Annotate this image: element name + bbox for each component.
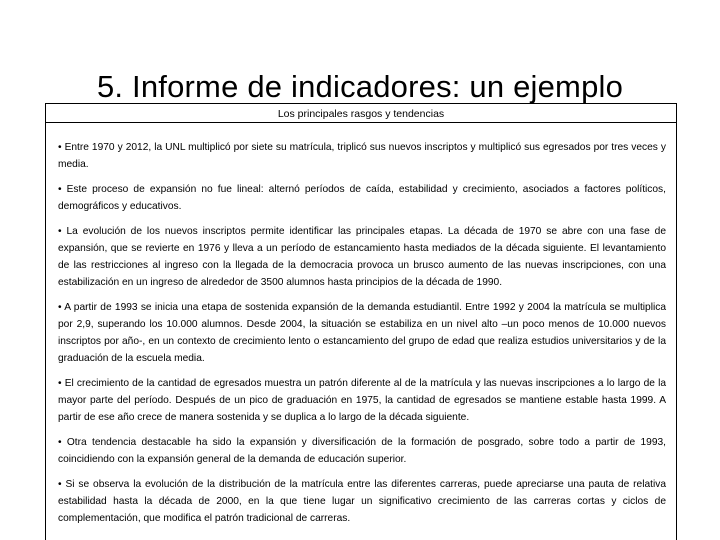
bullet-paragraph: • Si se observa la evolución de la distribución de la matrícula entre las diferentes carreras, puede apreciarse una pauta de relativa estabilidad hasta la década de 2000, en la que tiene lugar un significativo crecimiento de las carreras cortas y ciclos de complementación, que modifica el patrón tradicional de carreras. xyxy=(58,479,666,524)
panel-header: Los principales rasgos y tendencias xyxy=(46,103,676,123)
bullet-paragraph: • A partir de 1993 se inicia una etapa de sostenida expansión de la demanda estudiantil. Entre 1992 y 2004 la matrícula se multiplica por 2,9, superando los 10.000 alumnos. Desde 2004, la situación se estabiliza en un nivel alto –un poco menos de 10.000 nuevos inscriptos por año-, en un contexto de crecimiento lento o estancamiento del grupo de edad que realiza estudios universitarios y de la graduación de la escuela media. xyxy=(58,302,666,364)
bullet-paragraph: • Este proceso de expansión no fue lineal: alternó períodos de caída, estabilidad y crecimiento, asociados a factores políticos, demográficos y educativos. xyxy=(58,184,666,212)
bullet-paragraph: • La evolución de los nuevos inscriptos permite identificar las principales etapas. La década de 1970 se abre con una fase de expansión, que se revierte en 1976 y lleva a un período de estancamiento hasta mediados de la década siguiente. El levantamiento de las restricciones al ingreso con la llegada de la democracia provoca un brusco aumento de las nuevas inscripciones, con una estabilización en un ingreso de alrededor de 3500 alumnos hasta principios de la década de 1990. xyxy=(58,226,666,288)
bullet-paragraph: • Otra tendencia destacable ha sido la expansión y diversificación de la formación de posgrado, sobre todo a partir de 1993, coincidiendo con la expansión general de la demanda de educación superior. xyxy=(58,437,666,465)
bullet-paragraph: • El crecimiento de la cantidad de egresados muestra un patrón diferente al de la matrícula y las nuevas inscripciones a lo largo de la mayor parte del período. Después de un pico de graduación en 1975, la cantidad de egresados se mantiene estable hasta 1999. A partir de ese año crece de manera sostenida y se duplica a lo largo de la década siguiente. xyxy=(58,378,666,423)
indicators-panel xyxy=(45,103,677,540)
panel-body xyxy=(46,123,676,527)
slide-title: 5. Informe de indicadores: un ejemplo xyxy=(96,68,624,104)
bullet-paragraph: • Entre 1970 y 2012, la UNL multiplicó por siete su matrícula, triplicó sus nuevos inscriptos y multiplicó sus egresados por tres veces y media. xyxy=(58,142,666,170)
